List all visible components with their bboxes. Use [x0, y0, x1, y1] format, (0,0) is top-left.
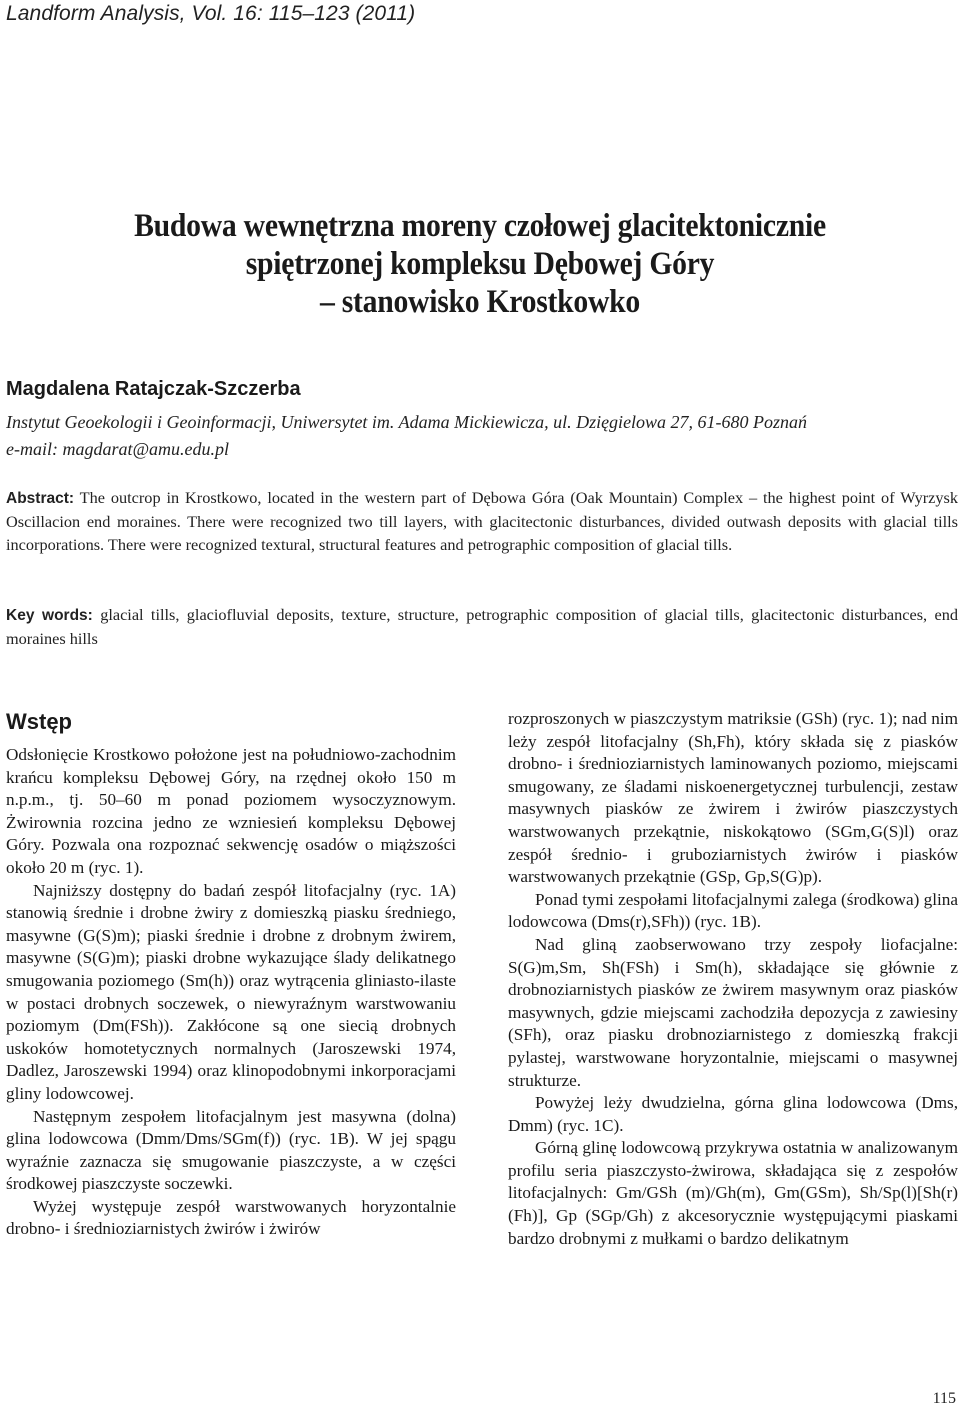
- journal-header: Landform Analysis, Vol. 16: 115–123 (2011): [6, 2, 416, 25]
- title-line-1: Budowa wewnętrzna moreny czołowej glacitektonicznie: [134, 208, 826, 244]
- abstract: [6, 486, 958, 556]
- paragraph: Nad gliną zaobserwowano trzy zespoły liofacjalne: S(G)m,Sm, Sh(FSh) i Sm(h), składające się głównie z drobnoziarnistych piasków ze żwirem masywnym oraz piasków masywnych, gdzie miejscami zachodziła depozycja z zawiesiny (SFh), oraz piasku drobnoziarnistego z domieszką frakcji pylastej, warstwowane horyzontalnie, miejscami o masywnej strukturze.: [508, 934, 958, 1090]
- paragraph: Powyżej leży dwudzielna, górna glina lodowcowa (Dms, Dmm) (ryc. 1C).: [508, 1093, 958, 1135]
- title-line-2: spiętrzonej kompleksu Dębowej Góry: [245, 246, 715, 282]
- section-heading: Wstęp: [6, 709, 72, 734]
- paragraph: Najniższy dostępny do badań zespół litofacjalny (ryc. 1A) stanowią średnie i drobne żwiry z domieszką piasku średniego, masywne (G(S)m); piaski średnie i drobne z drobnym żwirem, masywne (S(G)m); piaski drobne wykazujące ślady delikatnego smugowania poziomego (Sm(h)) oraz wytrącenia gliniasto-ilaste w postaci drobnych soczewek, o niewyraźnym warstwowaniu poziomym (Dm(FSh)). Zakłócone są one siecią drobnych uskoków homotetycznych normalnych (Jaroszewski 1974, Dadlez, Jaroszewski 1994) oraz klinopodobnymi inkorporacjami gliny lodowcowej.: [6, 880, 456, 1103]
- affiliation: Instytut Geoekologii i Geoinformacji, Uniwersytet im. Adama Mickiewicza, ul. Dzięgielowa 27, 61-680 Poznań: [6, 412, 808, 432]
- paragraph: Wyżej występuje zespół warstwowanych horyzontalnie drobno- i średnioziarnistych żwirów i żwirów: [6, 1196, 456, 1239]
- title-line-3: – stanowisko Krostkowko: [319, 284, 641, 320]
- paragraph: Ponad tymi zespołami litofacjalnymi zalega (środkowa) glina lodowcowa (Dms(r),SFh)) (ryc. 1B).: [508, 889, 958, 932]
- abstract-text: The outcrop in Krostkowo, located in the western part of Dębowa Góra (Oak Mountain) Complex – the highest point of Wyrzysk Oscillacion end moraines. There were recognized two till layers, with glacitectonic disturbances, divided outwash deposits with glacial tills incorporations. There were recognized textural, structural features and petrographic composition of glacial tills.: [6, 488, 959, 554]
- paragraph: Następnym zespołem litofacjalnym jest masywna (dolna) glina lodowcowa (Dmm/Dms/SGm(f)) (ryc. 1B). W jej spągu wyraźnie zaznacza się smugowanie piaszczyste, a w części środkowej piaszczyste soczewki.: [6, 1106, 456, 1194]
- abstract-label: Abstract:: [6, 490, 75, 507]
- page-number: 115: [932, 1390, 956, 1407]
- keywords-text: glacial tills, glaciofluvial deposits, texture, structure, petrographic composition of glacial tills, glacitectonic disturbances, end moraines hills: [6, 605, 958, 648]
- right-column: [508, 708, 958, 1250]
- paragraph: Górną glinę lodowcową przykrywa ostatnia w analizowanym profilu seria piaszczysto-żwirowa, składająca się z zespołów litofacjalnych: Gm/GSh (m)/Gh(m), Gm(GSm), Sh/Sp(l)[Sh(r)(Fh)], Gp (SGp/Gh) z akcesorycznie występującymi piaskami bardzo drobnymi z mułkami o bardzo delikatnym: [508, 1138, 958, 1248]
- affiliation-block: [6, 409, 956, 463]
- keywords-label: Key words:: [6, 607, 93, 624]
- article-title: [48, 207, 912, 321]
- email: e-mail: magdarat@amu.edu.pl: [6, 439, 230, 459]
- paragraph: Odsłonięcie Krostkowo położone jest na południowo-zachodnim krańcu kompleksu Dębowej Góry, na rzędnej około 150 m n.p.m., tj. 50–60 m ponad poziomem wysoczyznowym. Żwirownia rozcina jedno ze wzniesień kompleksu Dębowej Góry. Pozwala ona rozpoznać sekwencję osadów o miąższości około 20 m (ryc. 1).: [6, 745, 456, 877]
- keywords: [6, 603, 958, 650]
- left-column: [6, 708, 456, 1241]
- author-name: Magdalena Ratajczak-Szczerba: [6, 378, 301, 400]
- paragraph: rozproszonych w piaszczystym matriksie (GSh) (ryc. 1); nad nim leży zespół litofacjalny (Sh,Fh), który składa się z piasków drobno- i średnioziarnistych laminowanych poziomo, miejscami smugowany, ze śladami niskoenergetycznej turbulencji, zestaw masywnych piasków ze żwirem i żwirów piaszczystych warstwowanych przekątnie, niskokątowo (SGm,G(S)l) oraz zespół średnio- i gruboziarnistych żwirów i piasków warstwowanych przekątnie (GSp, Gp,S(G)p).: [508, 709, 958, 887]
